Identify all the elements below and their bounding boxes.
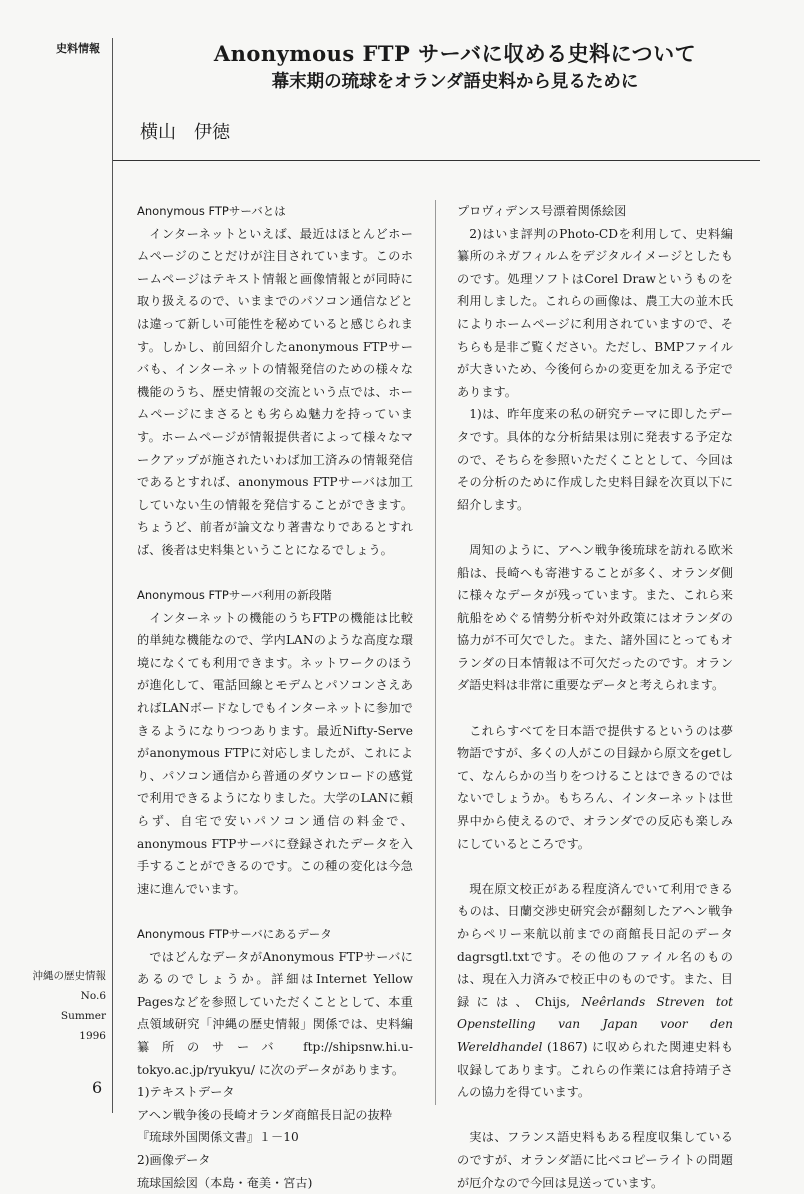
paragraph: 周知のように、アヘン戦争後琉球を訪れる欧米船は、長崎へも寄港することが多く、オランダ側に様々なデータが残っています。また、これら来航船をめぐる情勢分析や対外政策にはオランダの協力が不可欠でした。また、諸外国にとってもオランダの日本情報は不可欠だったのです。オランダ語史料は非常に重要なデータと考えられます。 (457, 542, 733, 693)
italic-title: Neêrlands Streven tot Openstelling van Japan voor den Wereldhandel (457, 994, 733, 1054)
list-item: アヘン戦争後の長崎オランダ商館長日記の抜粋 (137, 1107, 392, 1122)
list-item: プロヴィデンス号漂着関係絵図 (457, 204, 627, 218)
issue-year: 1996 (79, 1030, 106, 1042)
list-item: 琉球国絵図（本島・奄美・宮古) (137, 1175, 313, 1190)
left-column (137, 200, 413, 1194)
section-heading: Anonymous FTPサーバとは (137, 204, 286, 218)
list-item: 2)画像データ (137, 1152, 211, 1167)
paragraph: インターネットといえば、最近はほとんどホームページのことだけが注目されています。このホームページはテキスト情報と画像情報とが同時に取り扱えるので、いままでのパソコン通信などとは違って新しい可能性を秘めていると感じられます。しかし、前回紹介したanonymous FTPサーバも、インターネットの情報発信のための様々な機能のうち、歴史情報の交流という点では、ホームページにまさるとも劣らぬ魅力を持っています。ホームページが情報提供者によって様々なマークアップが施されたいわば加工済みの情報発信であるとすれば、anonymous FTPサーバは加工していない生の情報を発信することができます。ちょうど、前者が論文なり著書なりであるとすれば、後者は史料集ということになるでしょう。 (137, 226, 413, 557)
right-column (457, 200, 733, 1194)
paragraph: 実は、フランス語史料もある程度収集しているのですが、オランダ語に比べコピーライトの問題が厄介なので今回は見送っています。 (457, 1130, 733, 1190)
paragraph (457, 878, 733, 1104)
margin-rule (112, 38, 113, 1113)
paragraph: インターネットの機能のうちFTPの機能は比較的単純な機能なので、学内LANのような高度な環境になくても利用できます。ネットワークのほうが進化して、電話回線とモデムとパソコンさえあればLANボードなしでもインターネットに参加できるようになりつつあります。最近Nifty-Serveがanonymous FTPに対応しましたが、これにより、パソコン通信から普通のダウンロードの感覚で利用できるようになりました。大学のLANに頼らず、自宅で安いパソコン通信の料金で、anonymous FTPサーバに登録されたデータを入手することができるのです。この種の変化は今急速に進んでいます。 (137, 610, 413, 896)
paragraph: 2)はいま評判のPhoto-CDを利用して、史料編纂所のネガフィルムをデジタルイメージとしたものです。処理ソフトはCorel Drawというものを利用しました。これらの画像は、農工大の並木氏によりホームページに利用されていますので、そちらも是非ご覧ください。ただし、BMPファイルが大きいため、今後何らかの変更を加える予定であります。 (457, 226, 733, 399)
paragraph: 1)は、昨年度来の私の研究テーマに即したデータです。具体的な分析結果は別に発表する予定なので、そちらを参照いただくこととして、今回はその分析のために作成した史料目録を次頁以下に紹介します。 (457, 407, 733, 512)
issue-season: Summer (60, 1010, 106, 1022)
author-name: 横山 伊徳 (140, 122, 230, 143)
header-rule (113, 160, 760, 161)
paragraph-text: 現在原文校正がある程度済んでいて利用できるものは、日蘭交渉史研究会が翻刻したアヘン戦争からペリー来航以前までの商館長日記のデータdagrsgtl.txtです。その他のファイル名のものは、現在入力済みで校正中のものです。また、目録には、Chijs, (457, 881, 733, 1009)
journal-name: 沖縄の歴史情報 (32, 970, 106, 982)
article-subtitle: 幕末期の琉球をオランダ語史料から見るために (271, 72, 639, 92)
section-heading: Anonymous FTPサーバ利用の新段階 (137, 588, 332, 603)
paragraph: ではどんなデータがAnonymous FTPサーバにあるのでしょうか。詳細はInternet Yellow Pagesなどを参照していただくこととして、本重点領域研究「沖縄の歴史情報」関係では、史料編纂所のサーバ ftp://shipsnw.hi.u-tokyo.ac.jp/ryukyu/ に次のデータがあります。 (137, 949, 413, 1077)
journal-info (30, 966, 106, 1046)
list-item: 1)テキストデータ (137, 1085, 235, 1100)
issue-number: No.6 (80, 990, 106, 1002)
section-tag: 史料情報 (56, 42, 100, 55)
section-heading: Anonymous FTPサーバにあるデータ (137, 927, 332, 941)
page-number: 6 (92, 1078, 103, 1097)
article-title: Anonymous FTP サーバに収める史料について (213, 41, 697, 66)
column-divider (435, 200, 436, 1105)
paragraph-text: (1867) に収められた関連史料も収録してあります。これらの作業には倉持靖子さんの協力を得ています。 (457, 1039, 734, 1100)
list-item: 『琉球外国関係文書』１－10 (137, 1130, 299, 1145)
paragraph: これらすべてを日本語で提供するというのは夢物語ですが、多くの人がこの目録から原文をgetして、なんらかの当りをつけることはできるのではないでしょうか。もちろん、インターネットは世界中から使えるので、オランダでの反応も楽しみにしているところです。 (457, 723, 733, 851)
